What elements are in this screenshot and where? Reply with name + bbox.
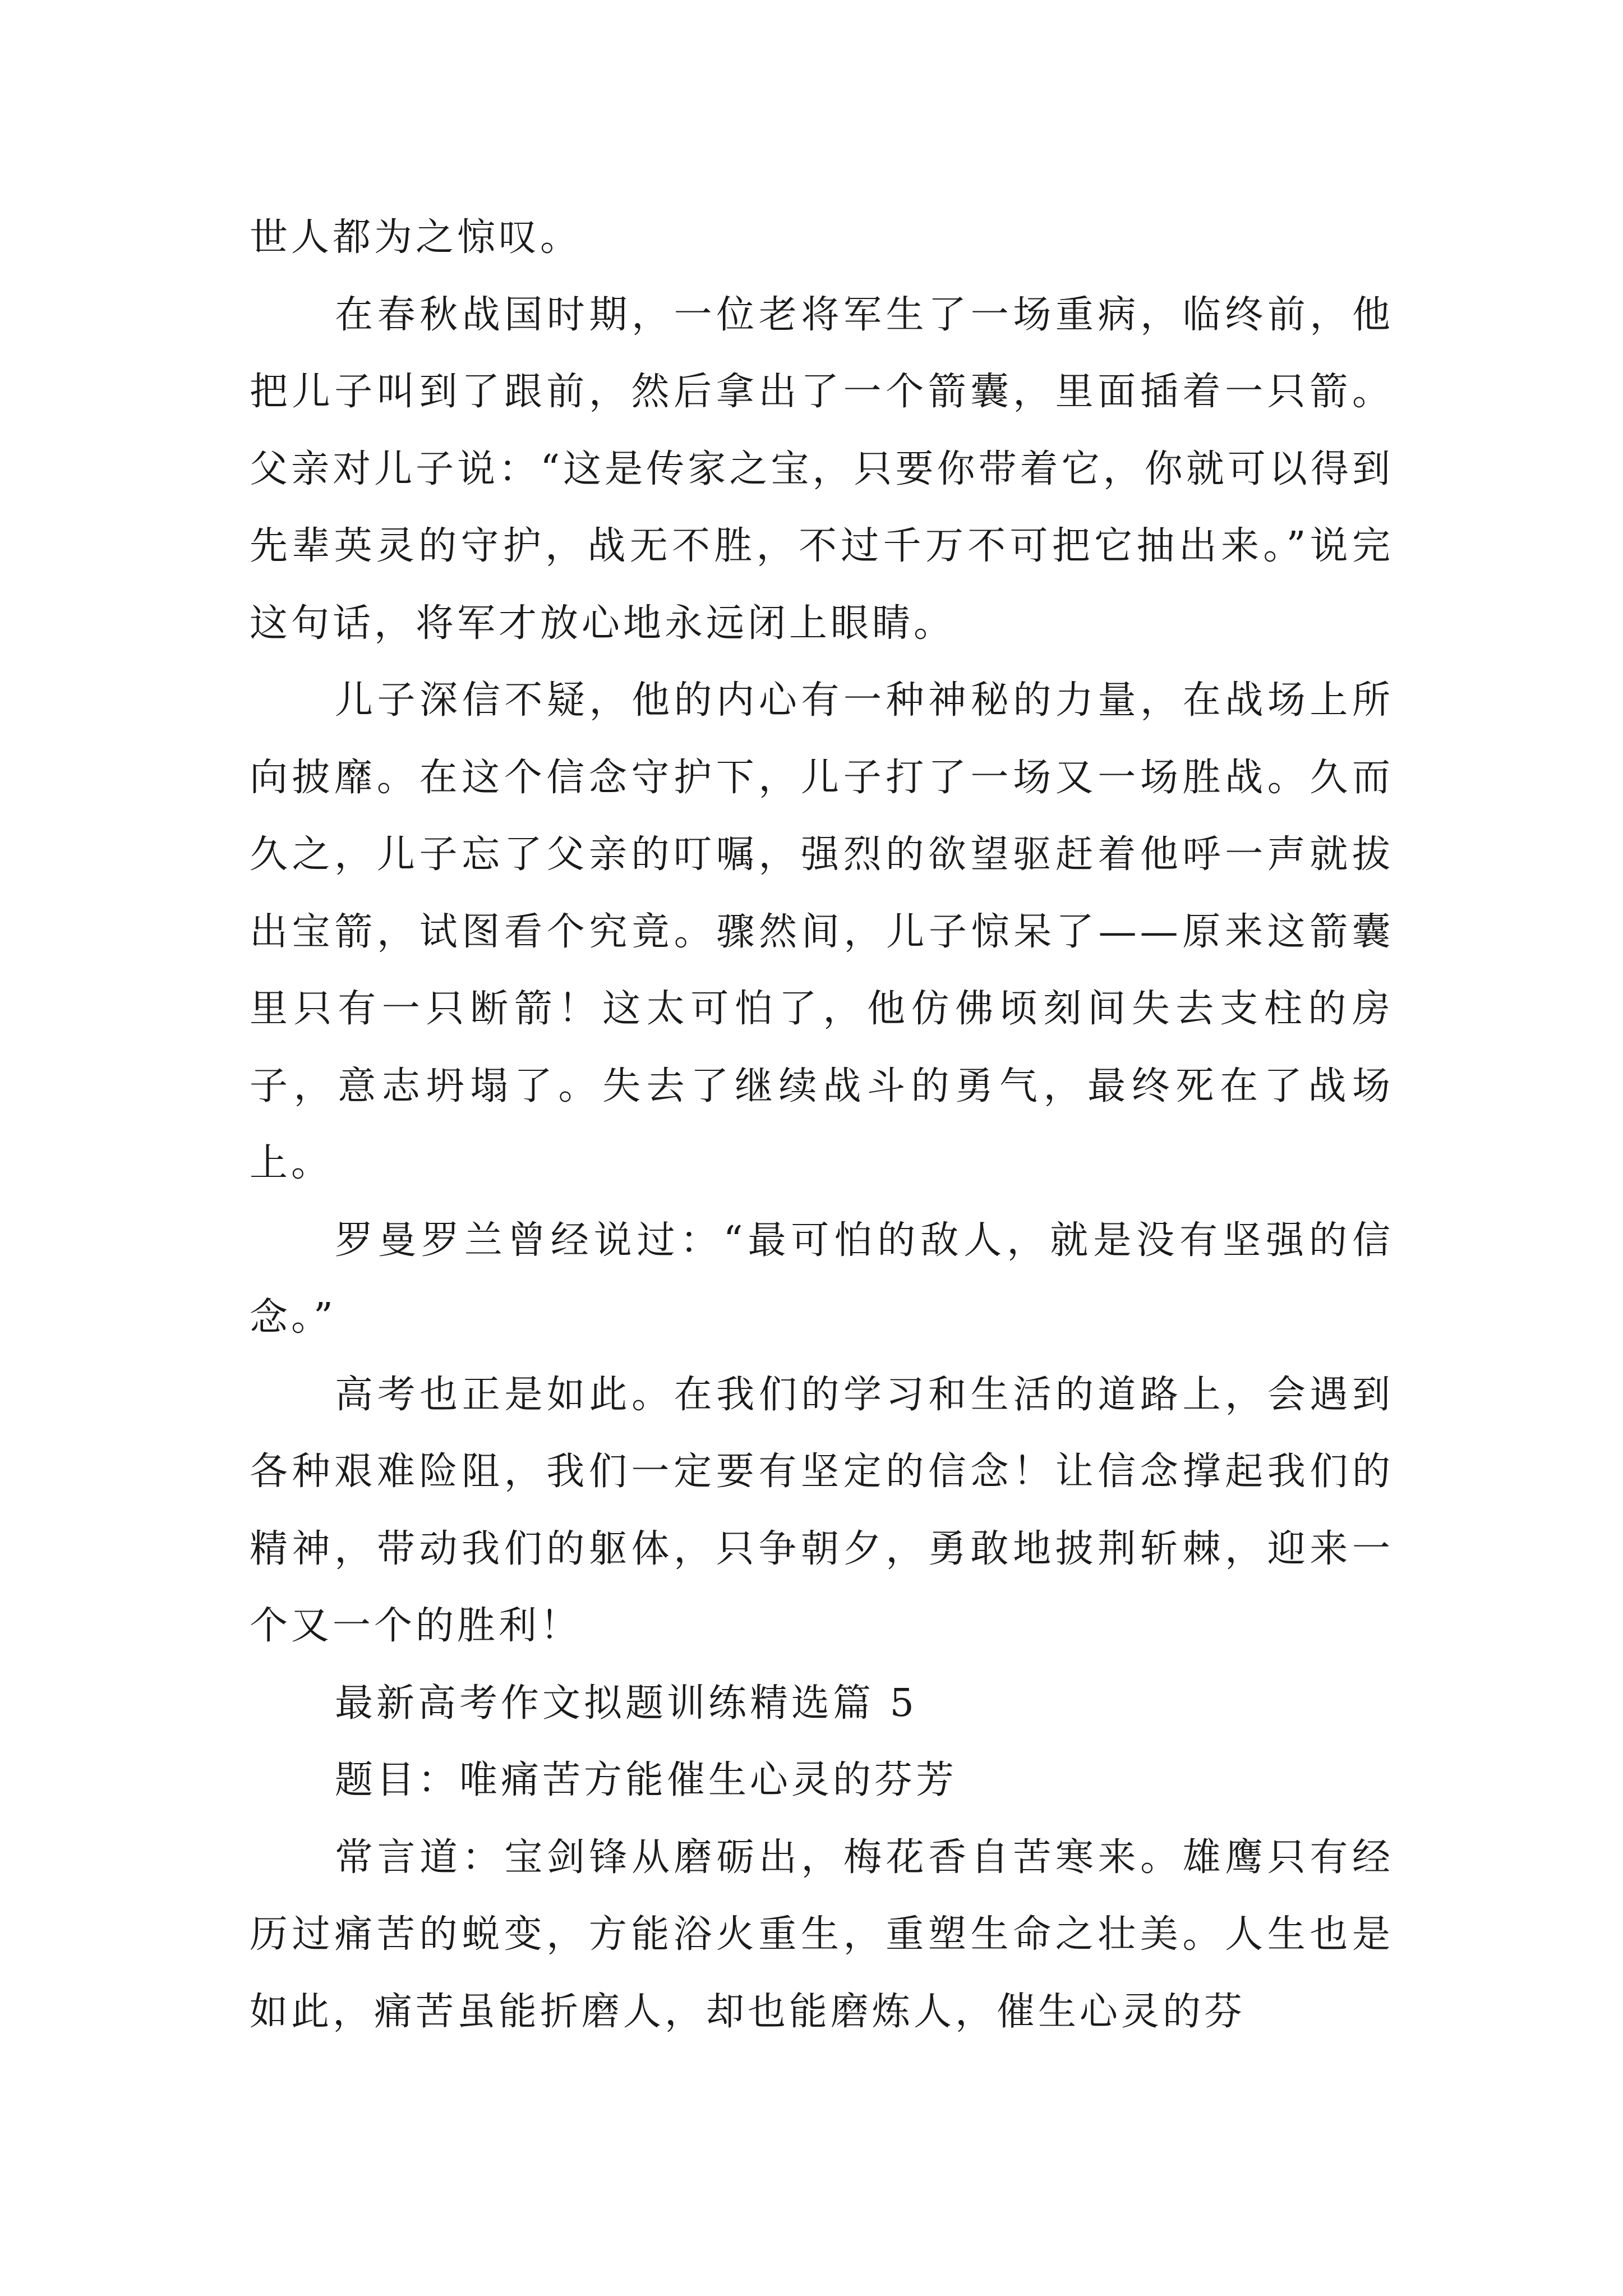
essay-title: 题目：唯痛苦方能催生心灵的芬芳 [335, 1758, 958, 1802]
paragraph-general-story: 在春秋战国时期，一位老将军生了一场重病，临终前，他把儿子叫到了跟前，然后拿出了一个箭囊，里面插着一只箭。父亲对儿子说：“这是传家之宝，只要你带着它，你就可以得到先辈英灵的守护，战无不胜，不过千万不可把它抽出来。”说完这句话，将军才放心地永远闭上眼睛。 [250, 292, 1394, 646]
paragraph-gaokao-conclusion: 高考也正是如此。在我们的学习和生活的道路上，会遇到各种艰难险阻，我们一定要有坚定的信念！让信念撑起我们的精神，带动我们的躯体，只争朝夕，勇敢地披荆斩棘，迎来一个又一个的胜利！ [250, 1372, 1394, 1648]
paragraph-continuation: 世人都为之惊叹。 [250, 215, 582, 260]
section-heading: 最新高考作文拟题训练精选篇 5 [335, 1681, 917, 1726]
paragraph-romain-rolland-quote: 罗曼罗兰曾经说过：“最可怕的敌人，就是没有坚强的信念。” [250, 1218, 1394, 1340]
paragraph-essay-opening: 常言道：宝剑锋从磨砺出，梅花香自苦寒来。雄鹰只有经历过痛苦的蜕变，方能浴火重生，重塑生命之壮美。人生也是如此，痛苦虽能折磨人，却也能磨炼人，催生心灵的芬 [250, 1835, 1394, 2034]
paragraph-son-battle: 儿子深信不疑，他的内心有一种神秘的力量，在战场上所向披靡。在这个信念守护下，儿子打了一场又一场胜战。久而久之，儿子忘了父亲的叮嘱，强烈的欲望驱赶着他呼一声就拔出宝箭，试图看个究竟。骤然间，儿子惊呆了——原来这箭囊里只有一只断箭！这太可怕了，他仿佛顷刻间失去支柱的房子，意志坍塌了。失去了继续战斗的勇气，最终死在了战场上。 [250, 678, 1394, 1185]
document-body [250, 199, 1394, 2050]
